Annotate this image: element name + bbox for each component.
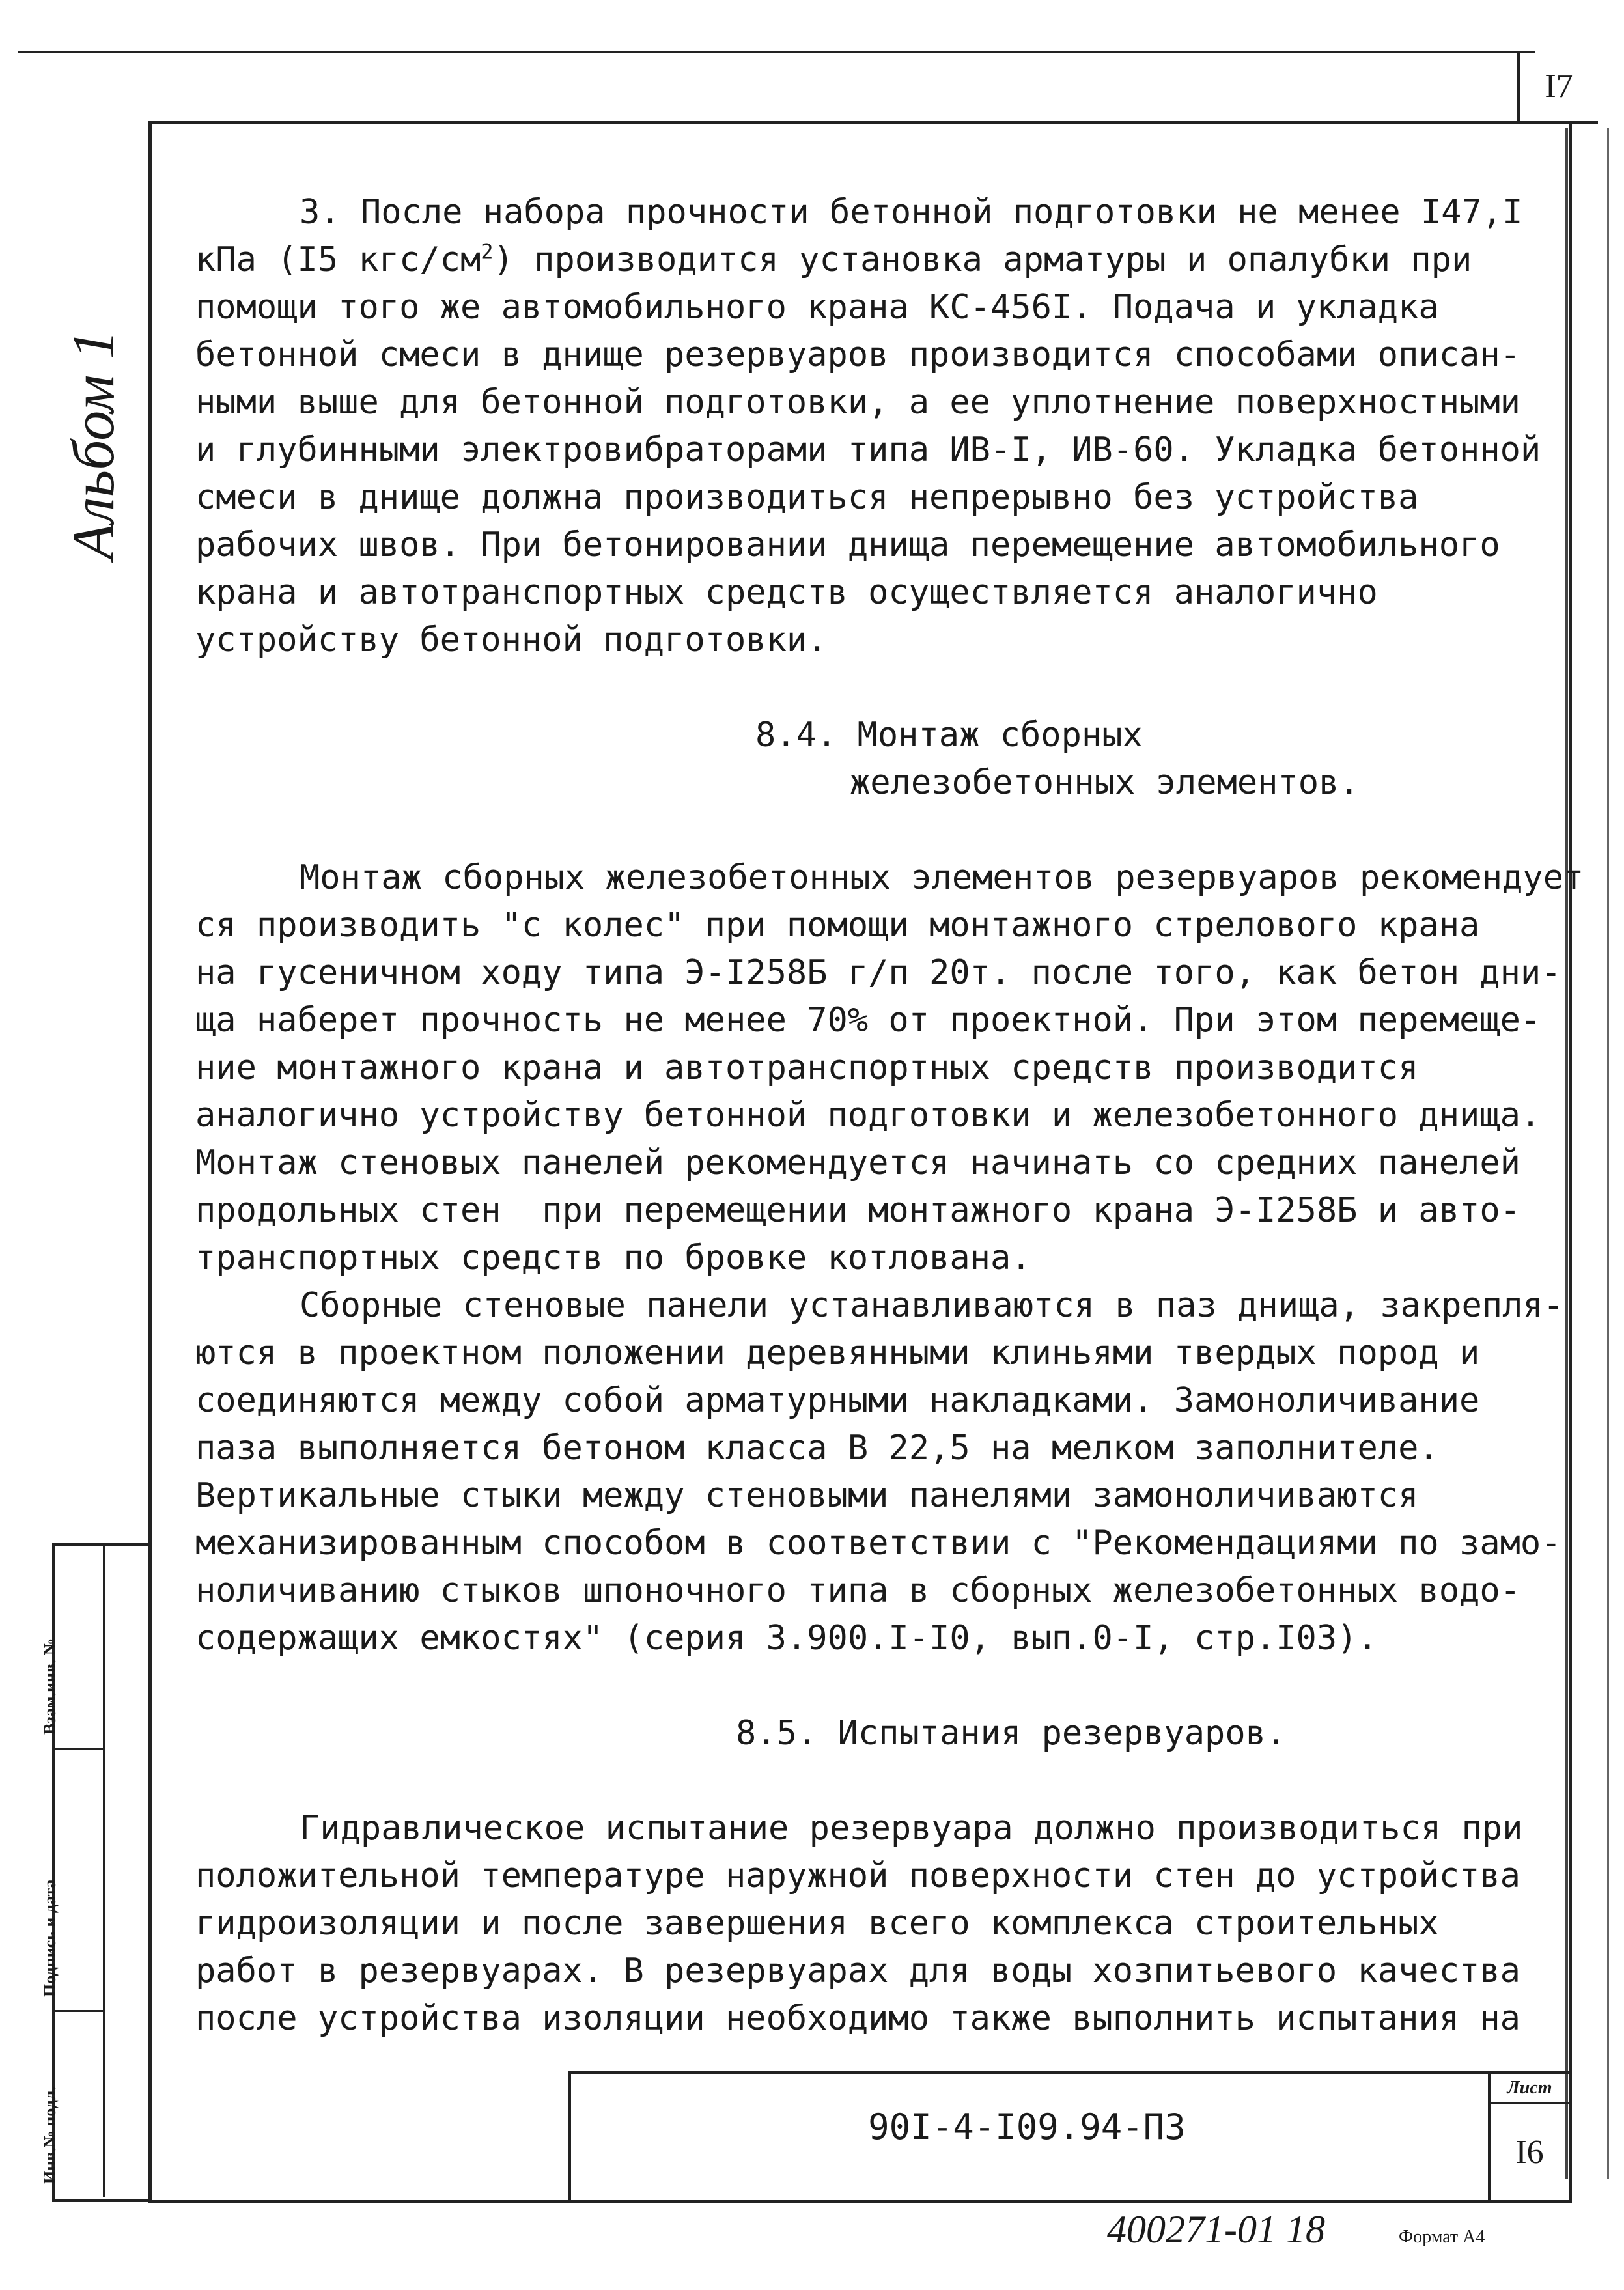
text-line: [195, 236, 1537, 284]
text-line: помощи того же автомобильного крана КС-456I. Подача и укладка: [195, 288, 1439, 327]
text-line: на гусеничном ходу типа Э-I258Б г/п 20т. после того, как бетон дни-: [195, 953, 1561, 992]
text-line: устройству бетонной подготовки.: [195, 621, 828, 660]
text-line: Гидравлическое испытание резервуара должно производиться при: [300, 1809, 1523, 1848]
paragraph-wall-panels: [195, 1282, 1564, 1662]
text-line: положительной температуре наружной поверхности стен до устройства: [195, 1856, 1520, 1895]
sheet-number: I6: [1488, 2104, 1569, 2200]
text-line: ными выше для бетонной подготовки, а ее уплотнение поверхностными: [195, 383, 1520, 422]
stamp-cell-label: Взам.инв. №: [40, 1638, 59, 1735]
text-line: Монтаж сборных железобетонных элементов резервуаров рекомендует: [300, 858, 1584, 897]
stamp-cell-original-inv: [40, 2012, 105, 2197]
side-stamp: [40, 1543, 151, 2202]
stamp-cell-label: Подпись и дата: [40, 1879, 59, 1997]
text-line: аналогично устройству бетонной подготовки и железобетонного днища.: [195, 1096, 1541, 1135]
text-line: паза выполняется бетоном класса В 22,5 на мелком заполнителе.: [195, 1429, 1439, 1468]
sheet-label: Лист: [1488, 2074, 1569, 2104]
text-line: ся производить "с колес" при помощи монтажного стрелового крана: [195, 906, 1480, 945]
text-line: соединяются между собой арматурными накладками. Замоноличивание: [195, 1381, 1480, 1420]
text-line: смеси в днище должна производиться непрерывно без устройства: [195, 478, 1419, 517]
stamp-cell-replacement-inv: [40, 1546, 105, 1750]
text-line: транспортных средств по бровке котлована.: [195, 1238, 1031, 1278]
text-line: Сборные стеновые панели устанавливаются в паз днища, закрепля-: [300, 1286, 1564, 1325]
text-line: Монтаж стеновых панелей рекомендуется начинать со средних панелей: [195, 1143, 1520, 1182]
text-line: бетонной смеси в днище резервуаров производится способами описан-: [195, 335, 1520, 374]
document-body: [195, 189, 1584, 2043]
section-heading-8-4: 8.4. Монтаж сборных: [755, 716, 1143, 755]
section-heading-8-5: 8.5. Испытания резервуаров.: [736, 1714, 1287, 1753]
text-fragment: ) производится установка арматуры и опалубки при: [493, 240, 1472, 279]
top-border-line: [18, 51, 1535, 53]
stamp-cell-label: Инв.№ подл.: [40, 2086, 59, 2184]
text-line: ноличиванию стыков шпоночного типа в сборных железобетонных водо-: [195, 1571, 1520, 1610]
album-caption: Альбом 1: [60, 329, 126, 560]
text-line: ние монтажного крана и автотранспортных средств производится: [195, 1048, 1419, 1087]
paragraph-testing: [195, 1805, 1537, 2043]
text-line: работ в резервуарах. В резервуарах для воды хозпитьевого качества: [195, 1951, 1520, 1990]
title-block: [568, 2071, 1569, 2200]
text-line: ща наберет прочность не менее 70% от проектной. При этом перемеще-: [195, 1001, 1541, 1040]
paragraph-concrete-bottom: [195, 189, 1541, 664]
text-line: рабочих швов. При бетонировании днища перемещение автомобильного: [195, 525, 1500, 565]
text-line: после устройства изоляции необходимо также выполнить испытания на: [195, 1999, 1520, 2038]
text-line: крана и автотранспортных средств осуществляется аналогично: [195, 573, 1378, 612]
text-line: содержащих емкостях" (серия 3.900.I-I0, вып.0-I, стр.I03).: [195, 1619, 1378, 1658]
stamp-cell-signature-date: [40, 1750, 105, 2012]
paragraph-assembly: [195, 854, 1584, 1282]
text-line: механизированным способом в соответствии с "Рекомендациями по замо-: [195, 1524, 1561, 1563]
handwritten-archive-number: 400271-01 18: [1107, 2208, 1325, 2251]
text-line: продольных стен при перемещении монтажного крана Э-I258Б и авто-: [195, 1191, 1520, 1230]
text-line: Вертикальные стыки между стеновыми панелями замоноличиваются: [195, 1476, 1419, 1515]
text-line: 3. После набора прочности бетонной подготовки не менее I47,I: [300, 193, 1523, 232]
page-corner-number: I7: [1517, 51, 1598, 124]
section-heading-8-4-cont: железобетонных элементов.: [850, 763, 1360, 802]
frame-right-edge: [1565, 128, 1609, 2179]
text-line: гидроизоляции и после завершения всего комплекса строительных: [195, 1904, 1439, 1943]
text-line: ются в проектном положении деревянными клиньями твердых пород и: [195, 1334, 1480, 1373]
format-label: Формат А4: [1399, 2227, 1485, 2247]
document-code: 90I-4-I09.94-ПЗ: [868, 2106, 1186, 2147]
superscript: 2: [481, 239, 494, 264]
text-line: и глубинными электровибраторами типа ИВ-I, ИВ-60. Укладка бетонной: [195, 430, 1541, 469]
text-fragment: кПа (I5 кгс/см: [195, 240, 481, 279]
